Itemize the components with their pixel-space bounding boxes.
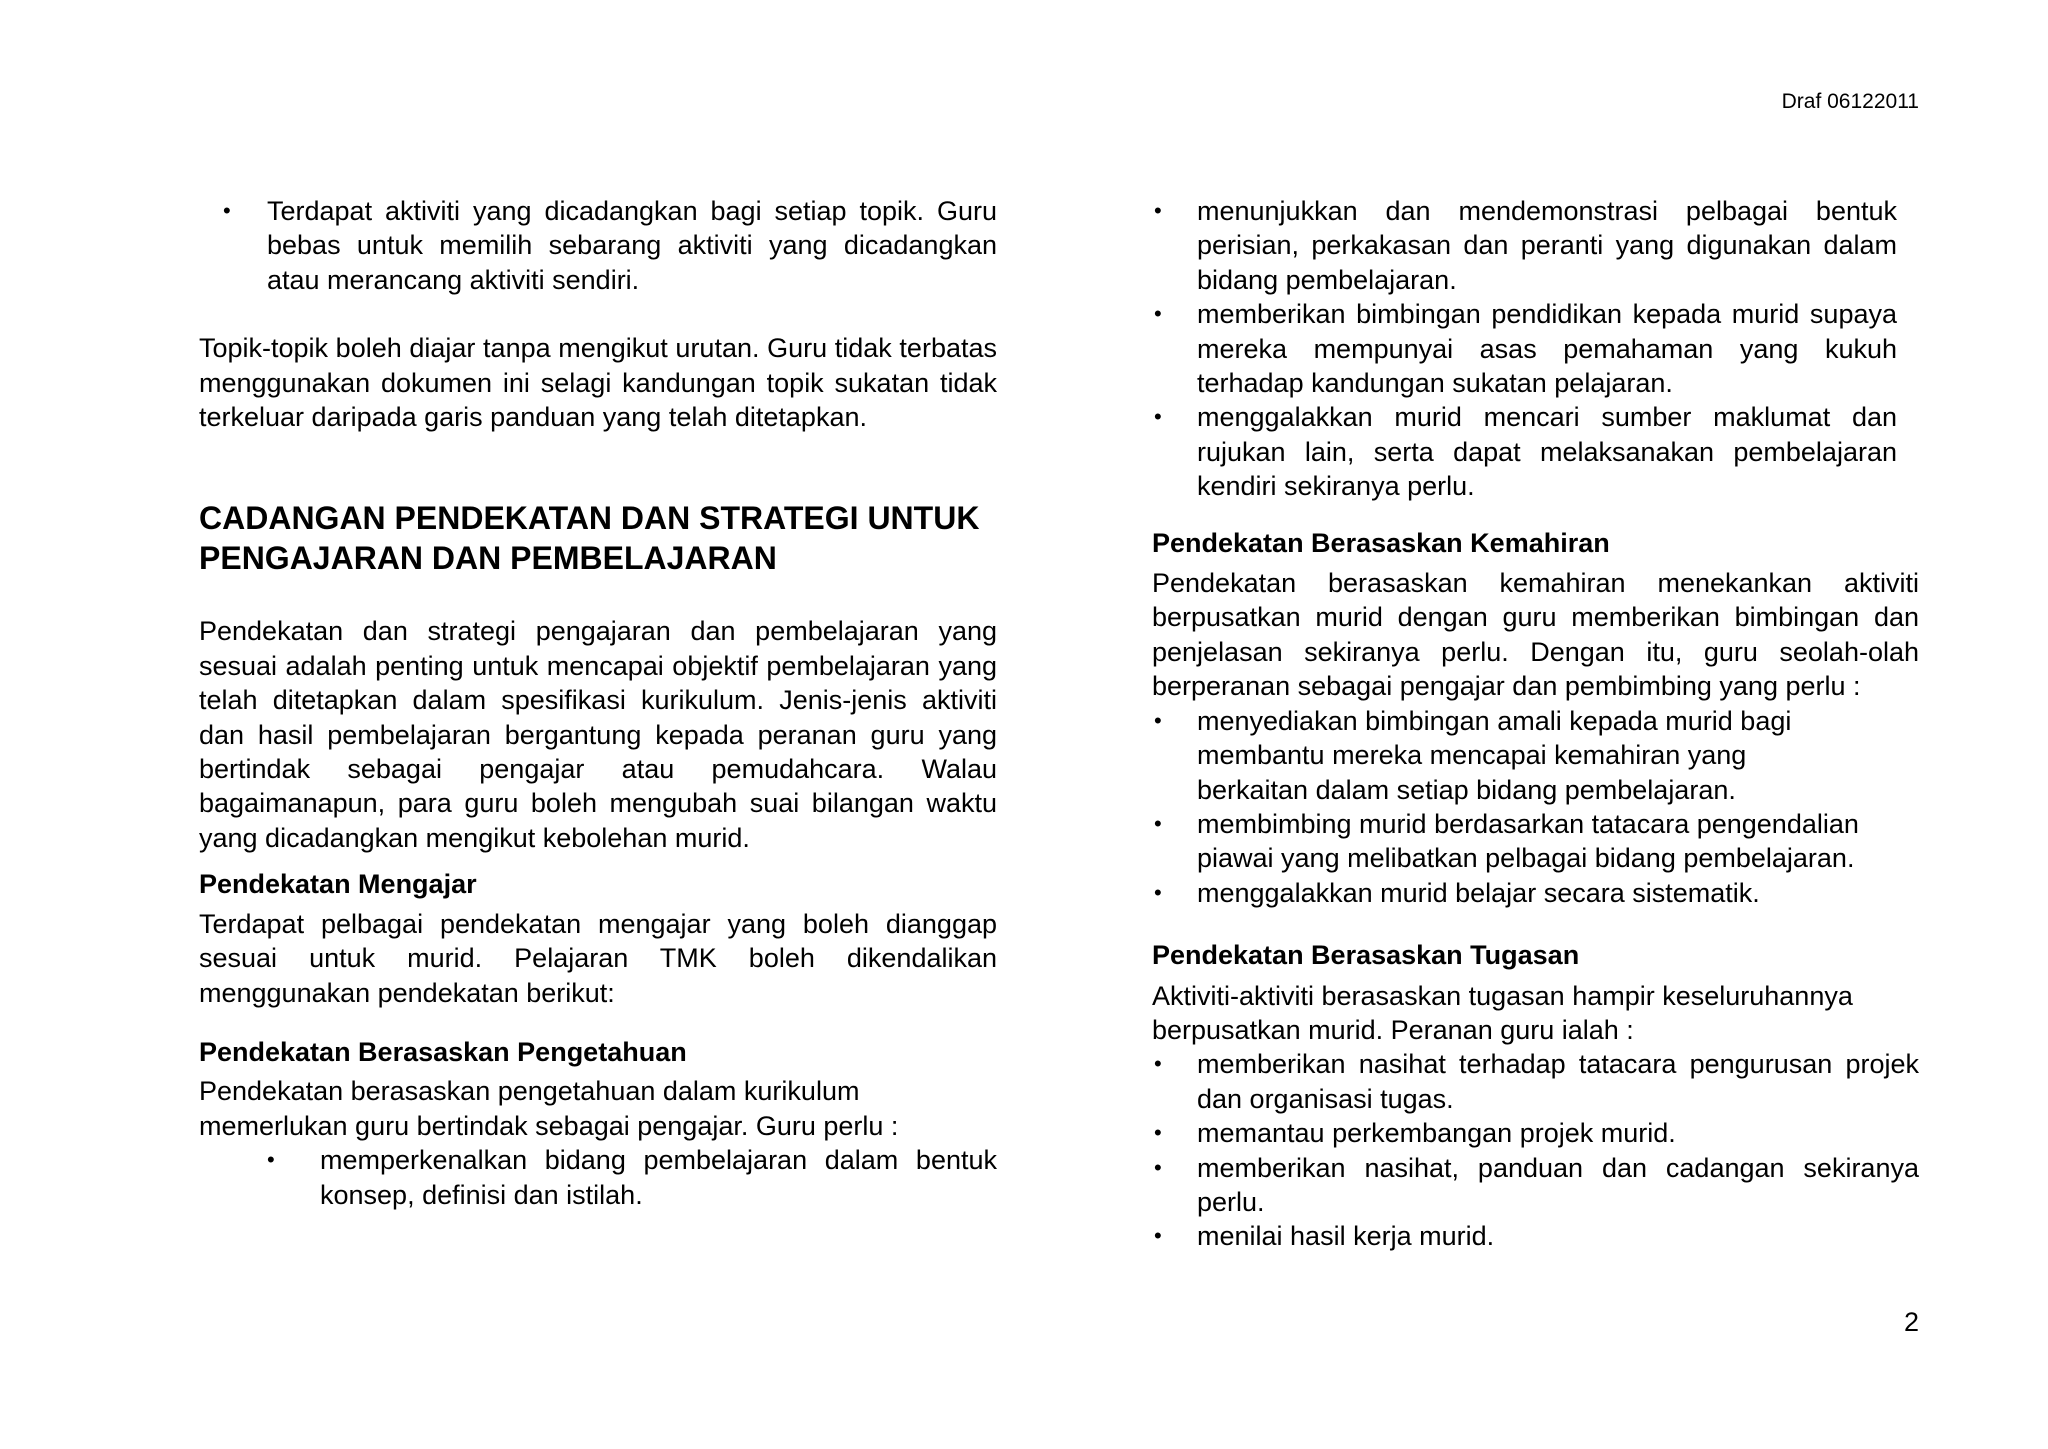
task-bullet-list (1152, 1047, 1919, 1253)
intro-bullet-list (199, 194, 997, 297)
bullet-icon: • (1154, 879, 1162, 905)
task-bullet-text: memantau perkembangan projek murid. (1197, 1118, 1676, 1149)
knowledge-paragraph: Pendekatan berasaskan pengetahuan dalam kurikulum memerlukan guru bertindak sebagai pengajar. Guru perlu : (199, 1076, 899, 1141)
knowledge-bullet-text: memperkenalkan bidang pembelajaran dalam bentuk konsep, definisi dan istilah. (320, 1145, 997, 1210)
list-item (1152, 297, 1897, 400)
list-item (1152, 400, 1897, 503)
knowledge-heading: Pendekatan Berasaskan Pengetahuan (199, 1036, 687, 1067)
bullet-icon: • (1154, 1051, 1162, 1077)
skills-bullet-text: menggalakkan murid belajar secara sistematik. (1197, 877, 1760, 908)
knowledge-bullet-list (199, 1143, 997, 1212)
bullet-icon: • (223, 198, 231, 223)
list-item (1152, 1151, 1919, 1220)
skills-paragraph: Pendekatan berasaskan kemahiran menekankan aktiviti berpusatkan murid dengan guru memberikan bimbingan dan penjelasan sekiranya perlu. Dengan itu, guru seolah-olah berperanan sebagai pengajar dan pembimbing yang perlu : (1152, 568, 1919, 702)
list-item (1152, 876, 1919, 910)
task-heading: Pendekatan Berasaskan Tugasan (1152, 940, 1580, 971)
main-heading: CADANGAN PENDEKATAN DAN STRATEGI UNTUK PENGAJARAN DAN PEMBELAJARAN (199, 500, 980, 577)
bullet-icon: • (1154, 1154, 1162, 1180)
knowledge-bullet-text: menggalakkan murid mencari sumber maklumat dan rujukan lain, serta dapat melaksanakan pembelajaran kendiri sekiranya perlu. (1197, 402, 1897, 502)
bullet-icon: • (1154, 1223, 1162, 1249)
list-item (1152, 807, 1919, 876)
list-item (1152, 1047, 1919, 1116)
bullet-icon: • (1154, 301, 1162, 327)
page-number: 2 (1903, 1307, 1919, 1337)
task-bullet-text: menilai hasil kerja murid. (1197, 1221, 1495, 1252)
knowledge-bullet-text: menunjukkan dan mendemonstrasi pelbagai bentuk perisian, perkakasan dan peranti yang digunakan dalam bidang pembelajaran. (1197, 196, 1897, 295)
list-item (199, 194, 997, 297)
knowledge-bullet-list-continued (1152, 194, 1897, 504)
right-column (1152, 194, 1919, 1254)
list-item (1152, 1219, 1919, 1253)
skills-bullet-text: menyediakan bimbingan amali kepada murid bagi membantu mereka mencapai kemahiran yang berkaitan dalam setiap bidang pembelajaran. (1197, 705, 1792, 805)
draft-label: Draf 06122011 (1781, 90, 1919, 113)
skills-heading: Pendekatan Berasaskan Kemahiran (1152, 527, 1610, 558)
strategy-paragraph: Pendekatan dan strategi pengajaran dan pembelajaran yang sesuai adalah penting untuk mencapai objektif pembelajaran yang telah ditetapkan dalam spesifikasi kurikulum. Jenis-jenis aktiviti dan hasil pembelajaran bergantung kepada peranan guru yang bertindak sebagai pengajar atau pemudahcara. Walau bagaimanapun, para guru boleh mengubah suai bilangan waktu yang dicadangkan mengikut kebolehan murid. (199, 616, 997, 853)
list-item (1152, 1116, 1919, 1150)
bullet-icon: • (1154, 1120, 1162, 1146)
list-item (199, 1143, 997, 1212)
intro-bullet-text: Terdapat aktiviti yang dicadangkan bagi setiap topik. Guru bebas untuk memilih sebarang aktiviti yang dicadangkan atau merancang aktiviti sendiri. (267, 196, 997, 295)
teaching-heading: Pendekatan Mengajar (199, 869, 477, 900)
task-bullet-text: memberikan nasihat terhadap tatacara pengurusan projek dan organisasi tugas. (1197, 1049, 1919, 1114)
task-bullet-text: memberikan nasihat, panduan dan cadangan sekiranya perlu. (1197, 1152, 1919, 1217)
skills-bullet-text: membimbing murid berdasarkan tatacara pengendalian piawai yang melibatkan pelbagai bidang pembelajaran. (1197, 808, 1859, 874)
left-column (199, 194, 997, 1212)
topic-paragraph: Topik-topik boleh diajar tanpa mengikut urutan. Guru tidak terbatas menggunakan dokumen ini selagi kandungan topik sukatan tidak terkeluar daripada garis panduan yang telah ditetapkan. (199, 333, 997, 433)
bullet-icon: • (267, 1147, 275, 1173)
bullet-icon: • (1154, 707, 1162, 733)
bullet-icon: • (1154, 810, 1162, 836)
task-paragraph: Aktiviti-aktiviti berasaskan tugasan hampir keseluruhannya berpusatkan murid. Peranan guru ialah : (1152, 980, 1853, 1045)
list-item (1152, 194, 1897, 297)
bullet-icon: • (1154, 198, 1162, 223)
knowledge-bullet-text: memberikan bimbingan pendidikan kepada murid supaya mereka mempunyai asas pemahaman yang kukuh terhadap kandungan sukatan pelajaran. (1197, 299, 1897, 399)
skills-bullet-list (1152, 704, 1919, 910)
list-item (1152, 704, 1919, 807)
teaching-paragraph: Terdapat pelbagai pendekatan mengajar yang boleh dianggap sesuai untuk murid. Pelajaran TMK boleh dikendalikan menggunakan pendekatan berikut: (199, 908, 997, 1008)
bullet-icon: • (1154, 404, 1162, 430)
